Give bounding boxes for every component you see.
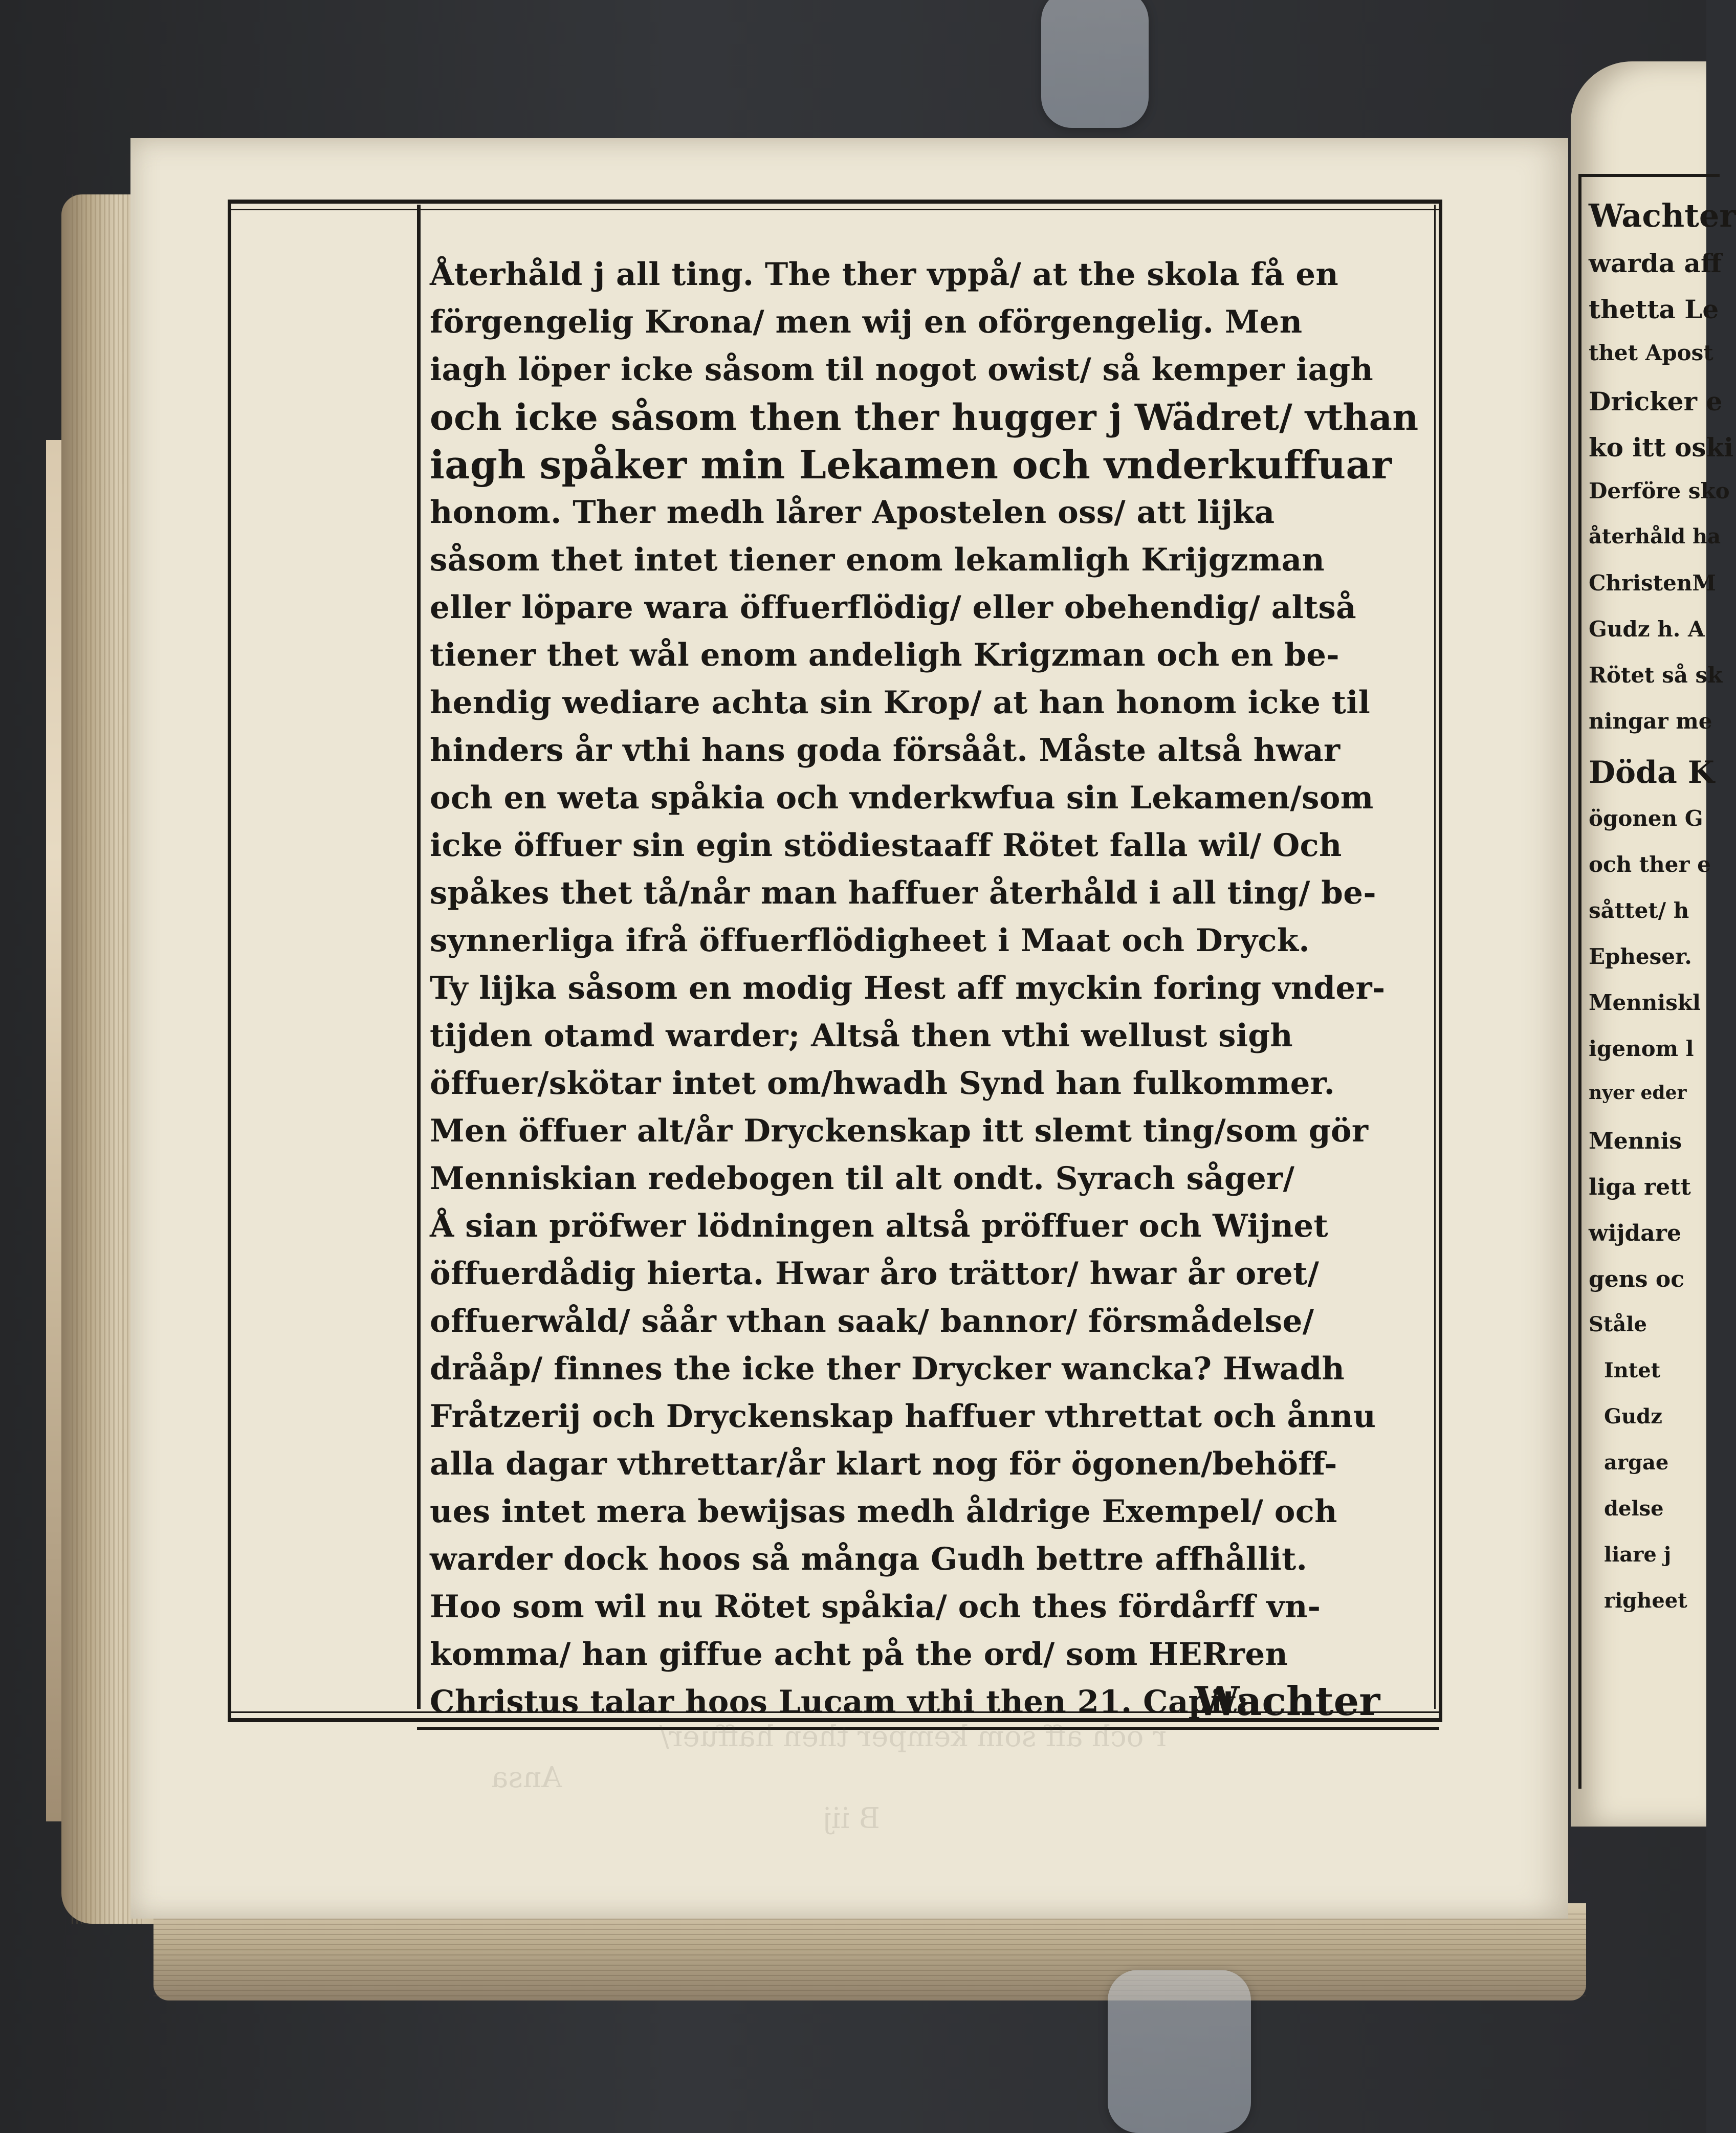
page-holder-clip-bottom: [1108, 1970, 1251, 2133]
right-page-line: och ther e: [1589, 852, 1711, 877]
right-page-line: igenom l: [1589, 1036, 1694, 1061]
page-holder-clip-top: [1041, 0, 1149, 128]
right-page-line: ko itt oski: [1589, 432, 1734, 463]
right-page-line: nyer eder: [1589, 1082, 1687, 1104]
right-page-line: Dricker e: [1589, 386, 1723, 416]
text-line: iagh löper icke såsom til nogot owist/ så kemper iagh: [430, 351, 1374, 388]
right-page-line: wijdare: [1589, 1220, 1681, 1246]
text-line: Å sian pröfwer lödningen altså pröffuer och Wijnet: [430, 1208, 1328, 1244]
text-line: Återhåld j all ting. The ther vppå/ at the skola få en: [430, 256, 1339, 293]
text-line: öffuerdådig hierta. Hwar åro trättor/ hwar år oret/: [430, 1256, 1320, 1292]
right-page-line: ningar me: [1589, 709, 1712, 734]
text-line: tijden otamd warder; Altså then vthi wellust sigh: [430, 1018, 1293, 1054]
text-line: Christus talar hoos Lucam vthi then 21. Capit:: [430, 1684, 1249, 1720]
right-page-line: warda aff: [1589, 248, 1722, 278]
text-line: drååp/ finnes the icke ther Drycker wancka? Hwadh: [430, 1351, 1345, 1387]
right-page-line: Rötet så sk: [1589, 663, 1723, 688]
right-page-line: Derföre sko: [1589, 478, 1730, 503]
bleed-through-line: Ansa: [491, 1761, 562, 1794]
right-page-line: ögonen G: [1589, 806, 1703, 831]
text-line: iagh spåker min Lekamen och vnderkuffuar: [430, 442, 1392, 488]
text-line: ues intet mera bewijsas medh åldrige Exempel/ och: [430, 1493, 1337, 1530]
text-line: förgengelig Krona/ men wij en oförgengelig. Men: [430, 304, 1303, 340]
text-line: tiener thet wål enom andeligh Krigzman och en be-: [430, 637, 1340, 673]
text-line: Menniskian redebogen til alt ondt. Syrach såger/: [430, 1160, 1295, 1197]
text-line: Fråtzerij och Dryckenskap haffuer vthrettat och ånnu: [430, 1398, 1376, 1435]
text-line: synnerliga ifrå öffuerflödigheet i Maat och Dryck.: [430, 922, 1310, 959]
right-page-line: Döda K: [1589, 755, 1715, 790]
text-line: hendig wediare achta sin Krop/ at han honom icke til: [430, 685, 1371, 721]
text-line: alla dagar vthrettar/år klart nog för ögonen/behöff-: [430, 1446, 1337, 1482]
text-line: och en weta spåkia och vnderkwfua sin Lekamen/som: [430, 780, 1374, 816]
right-page-line: thet Apost: [1589, 340, 1713, 365]
right-page-line: Menniskl: [1589, 990, 1701, 1015]
text-line: såsom thet intet tiener enom lekamligh Krijgzman: [430, 542, 1325, 578]
right-page-line: Ståle: [1589, 1312, 1647, 1336]
page-text-block: [430, 251, 1443, 1720]
text-line: spåkes thet tå/når man haffuer återhåld i all ting/ be-: [430, 875, 1376, 911]
right-page-line: argae: [1604, 1450, 1669, 1475]
right-page-line: liga rett: [1589, 1174, 1691, 1200]
catchword: Wachter: [1195, 1678, 1380, 1725]
right-page-line: återhåld ha: [1589, 524, 1721, 548]
right-page-line: gens oc: [1589, 1266, 1684, 1292]
text-line: Men öffuer alt/år Dryckenskap itt slemt ting/som gör: [430, 1113, 1369, 1149]
right-page-line: såttet/ h: [1589, 898, 1689, 923]
text-line: Ty lijka såsom en modig Hest aff myckin foring vnder-: [430, 970, 1386, 1006]
bleed-through-text: [450, 1717, 1167, 1835]
right-page-line: Gudz: [1604, 1404, 1662, 1428]
right-page-line: Mennis: [1589, 1128, 1682, 1154]
right-page-line: Gudz h. A: [1589, 617, 1705, 642]
text-line: Hoo som wil nu Rötet spåkia/ och thes fördårff vn-: [430, 1589, 1321, 1625]
bleed-through-line: r och aff som kemper then haffuer/: [659, 1720, 1167, 1753]
text-line: öffuer/skötar intet om/hwadh Synd han fulkommer.: [430, 1065, 1335, 1102]
text-line: icke öffuer sin egin stödiestaaff Rötet falla wil/ Och: [430, 827, 1342, 864]
text-line: hinders år vthi hans goda försååt. Måste altså hwar: [430, 732, 1341, 768]
right-page-line: delse: [1604, 1497, 1664, 1521]
right-page-line: Epheser.: [1589, 944, 1692, 969]
text-line: offuerwåld/ såår vthan saak/ bannor/ försmådelse/: [430, 1303, 1314, 1339]
bleed-through-line: B iij: [822, 1802, 880, 1835]
text-line: honom. Ther medh lårer Apostelen oss/ att lijka: [430, 494, 1275, 531]
right-page-line: liare j: [1604, 1543, 1672, 1567]
text-line: komma/ han giffue acht på the ord/ som HERren: [430, 1636, 1288, 1673]
right-page-line: Wachter: [1589, 197, 1736, 234]
text-line: warder dock hoos så många Gudh bettre affhållit.: [430, 1541, 1308, 1577]
right-page-line: ChristenM: [1589, 570, 1716, 596]
text-line: och icke såsom then ther hugger j Wädret/ vthan: [430, 396, 1419, 438]
right-page-line: righeet: [1604, 1589, 1687, 1613]
text-line: eller löpare wara öffuerflödig/ eller obehendig/ altså: [430, 589, 1356, 626]
right-page-line: thetta Le: [1589, 294, 1719, 324]
right-page-line: Intet: [1604, 1358, 1661, 1382]
